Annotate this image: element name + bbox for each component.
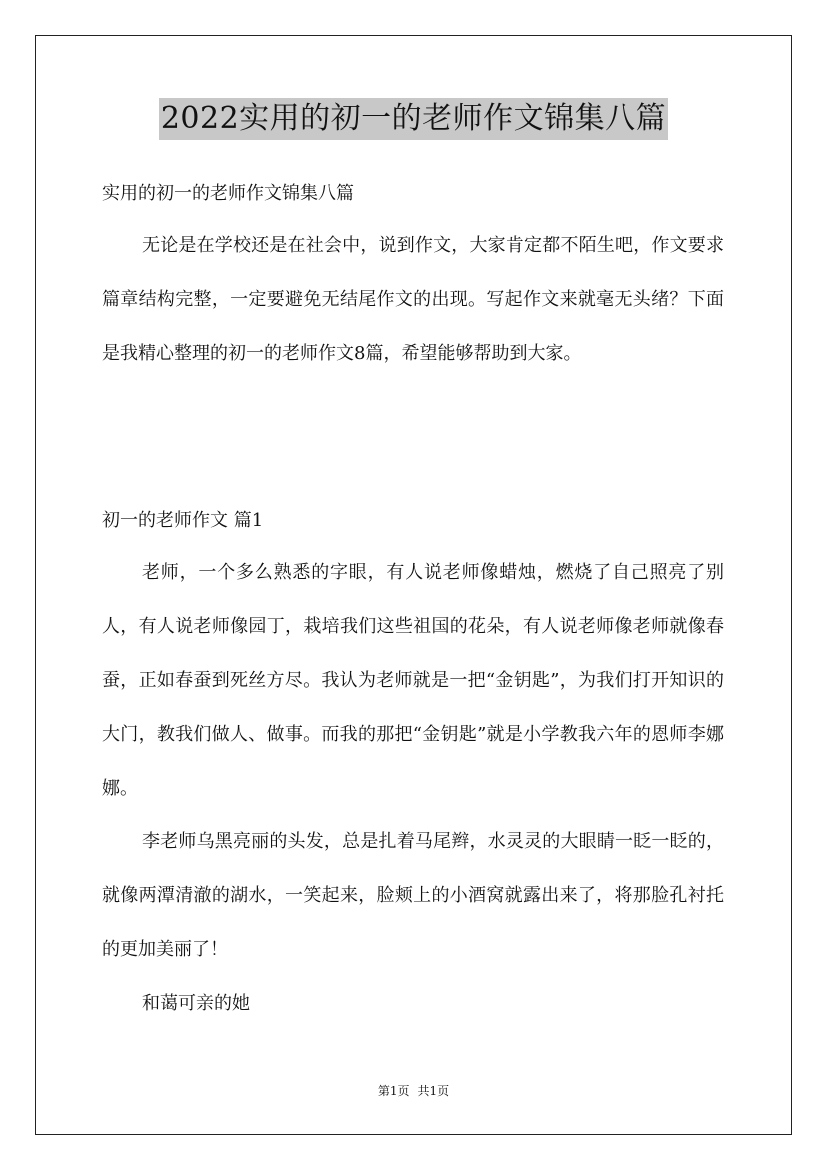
body-paragraph-2: 李老师乌黑亮丽的头发，总是扎着马尾辫，水灵灵的大眼睛一眨一眨的，就像两潭清澈的湖水，一笑起来，脸颊上的小酒窝就露出来了，将那脸孔衬托的更加美丽了！: [102, 831, 724, 960]
intro-paragraph: 无论是在学校还是在社会中，说到作文，大家肯定都不陌生吧，作文要求篇章结构完整，一定要避免无结尾作文的出现。写起作文来就毫无头绪？下面是我精心整理的初一的老师作文8篇，希望能够帮助到大家。: [102, 235, 724, 364]
body-paragraph-3: 和蔼可亲的她: [142, 993, 250, 1014]
document-subtitle: 实用的初一的老师作文锦集八篇: [102, 183, 354, 204]
title-container: [0, 98, 827, 140]
page-footer: [0, 1083, 827, 1099]
body-paragraph-1: 老师，一个多么熟悉的字眼，有人说老师像蜡烛，燃烧了自己照亮了别人，有人说老师像园丁，栽培我们这些祖国的花朵，有人说老师像老师就像春蚕，正如春蚕到死丝方尽。我认为老师就是一把“金钥匙”，为我们打开知识的大门，教我们做人、做事。而我的那把“金钥匙”就是小学教我六年的恩师李娜娜。: [102, 562, 724, 799]
page-total: 共1页: [417, 1084, 450, 1098]
page-number: 第1页: [377, 1084, 410, 1098]
document-title: 2022实用的初一的老师作文锦集八篇: [159, 98, 668, 140]
section-heading: 初一的老师作文 篇1: [102, 510, 264, 531]
